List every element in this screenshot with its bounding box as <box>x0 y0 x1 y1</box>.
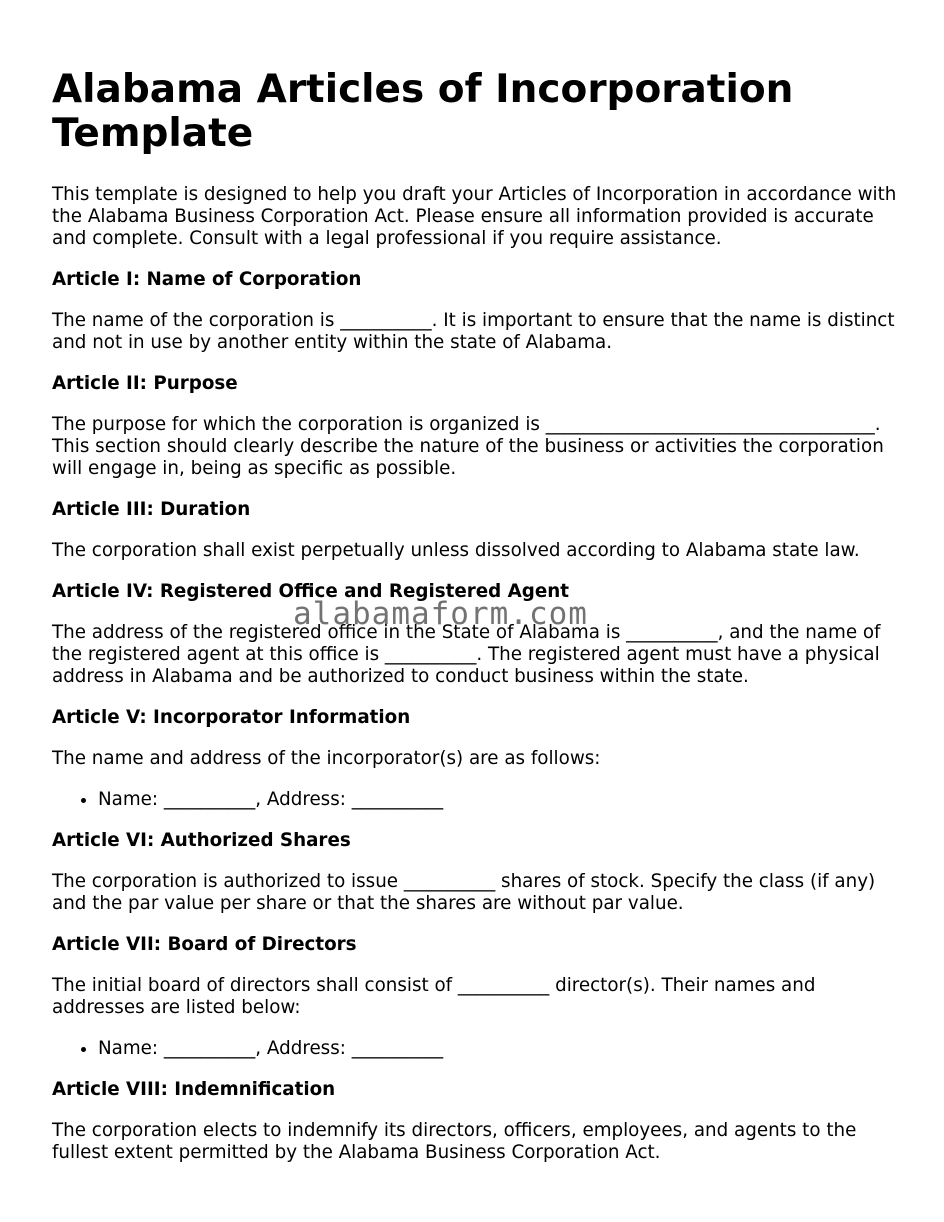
article-4-body: The address of the registered office in the State of Alabama is __________, and the name of the registered agent at this office is __________. The registered agent must have a physical address in Alabama and be authorized to conduct business within the state. <box>52 622 881 687</box>
article-2-body: The purpose for which the corporation is organized is ____________________________________. This section should clearly describe the nature of the business or activities the corporation will engage in, being as specific as possible. <box>52 414 884 479</box>
article-1-heading: Article I: Name of Corporation <box>52 269 362 290</box>
article-3-body: The corporation shall exist perpetually unless dissolved according to Alabama state law. <box>52 540 860 561</box>
document-title: Alabama Articles of Incorporation Template <box>52 67 794 156</box>
article-4-heading: Article IV: Registered Office and Registered Agent <box>52 581 569 602</box>
intro-paragraph: This template is designed to help you draft your Articles of Incorporation in accordance with the Alabama Business Corporation Act. Please ensure all information provided is accurate and complete. Consult with a legal professional if you require assistance. <box>52 184 897 249</box>
article-8-body: The corporation elects to indemnify its directors, officers, employees, and agents to the fullest extent permitted by the Alabama Business Corporation Act. <box>52 1120 857 1163</box>
watermark-text: alabamaform.com <box>293 596 588 632</box>
article-5-body: The name and address of the incorporator(s) are as follows: <box>52 748 601 769</box>
article-6-heading: Article VI: Authorized Shares <box>52 830 351 851</box>
article-1-body: The name of the corporation is __________. It is important to ensure that the name is distinct and not in use by another entity within the state of Alabama. <box>52 310 895 353</box>
list-item: • Name: __________, Address: __________ <box>98 1038 902 1060</box>
article-6-body: The corporation is authorized to issue __________ shares of stock. Specify the class (if any) and the par value per share or that the shares are without par value. <box>52 871 876 914</box>
article-8-heading: Article VIII: Indemnification <box>52 1079 336 1100</box>
incorporator-list <box>52 789 902 811</box>
article-7-body: The initial board of directors shall consist of __________ director(s). Their names and addresses are listed below: <box>52 975 816 1018</box>
article-3-heading: Article III: Duration <box>52 499 251 520</box>
list-item: • Name: __________, Address: __________ <box>98 789 902 811</box>
article-7-heading: Article VII: Board of Directors <box>52 934 357 955</box>
directors-list <box>52 1038 902 1060</box>
article-5-heading: Article V: Incorporator Information <box>52 707 411 728</box>
article-2-heading: Article II: Purpose <box>52 373 238 394</box>
